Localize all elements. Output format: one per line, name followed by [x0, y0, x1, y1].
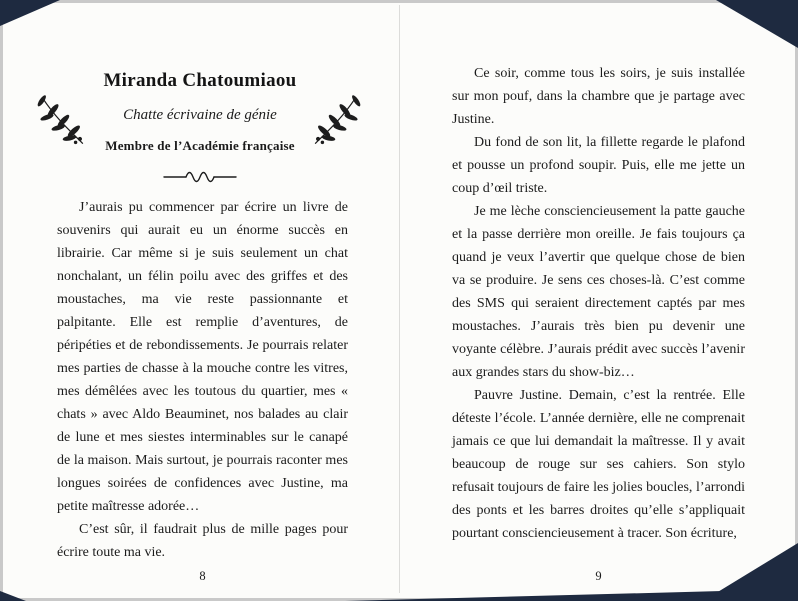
right-page [399, 0, 798, 601]
paragraph: J’aurais pu commencer par écrire un livre de souvenirs qui aurait eu un énorme succès en librairie. Car même si je suis seulement un chat nonchalant, un félin poilu avec des griffes et des moustaches, ma vie reste passionnante et palpitante. Elle est remplie d’aventures, de péripéties et de rebondissements. Je pourrais relater mes parties de chasse à la mouche contre les vitres, mes démêlées avec les toutous du quartier, mes « chats » avec Aldo Beauminet, nos balades au clair de lune et mes siestes interminables sur le canapé de la maison. Mais surtout, je pourrais raconter mes longues soirées de confidences avec Justine, ma petite maîtresse adorée… [57, 200, 348, 514]
author-affiliation: Membre de l’Académie française [105, 138, 295, 153]
paragraph: Je me lèche consciencieusement la patte gauche et la passe derrière mon oreille. Je fais toujours ça quand je veux l’avertir que quelque chose de bien va se produire. Je sens ces choses-là. C’est comme des SMS qui seraient directement captés par mes moustaches. J’aurais très bien pu devenir une voyante célèbre. J’aurais prédit avec succès l’avenir aux grandes stars du show-biz… [452, 204, 745, 380]
right-text-column [452, 62, 745, 545]
paragraph: C’est sûr, il faudrait plus de mille pages pour écrire toute ma vie. [57, 522, 348, 560]
paragraph: Ce soir, comme tous les soirs, je suis installée sur mon pouf, dans la chambre que je partage avec Justine. [452, 66, 745, 127]
squiggle-divider-icon [40, 169, 360, 190]
left-text-column [57, 196, 348, 564]
page-gutter [399, 5, 400, 593]
page-number-left: 8 [199, 569, 206, 583]
paragraph: Du fond de son lit, la fillette regarde le plafond et pousse un profond soupir. Puis, elle me jette un coup d’œil triste. [452, 135, 745, 196]
paragraph: Pauvre Justine. Demain, c’est la rentrée. Elle déteste l’école. L’année dernière, elle ne comprenait jamais ce que lui demandait la maîtresse. Il y avait beaucoup de rouge sur ses cahiers. Son stylo refusait toujours de faire les jolies boucles, l’arrondi des ponts et les barres droites qu’elle s’appliquait pourtant consciencieusement à tracer. Son écriture, [452, 388, 745, 541]
page-number-right: 9 [595, 569, 602, 583]
author-subtitle: Chatte écrivaine de génie [123, 107, 277, 123]
author-title: Miranda Chatoumiaou [103, 70, 297, 91]
